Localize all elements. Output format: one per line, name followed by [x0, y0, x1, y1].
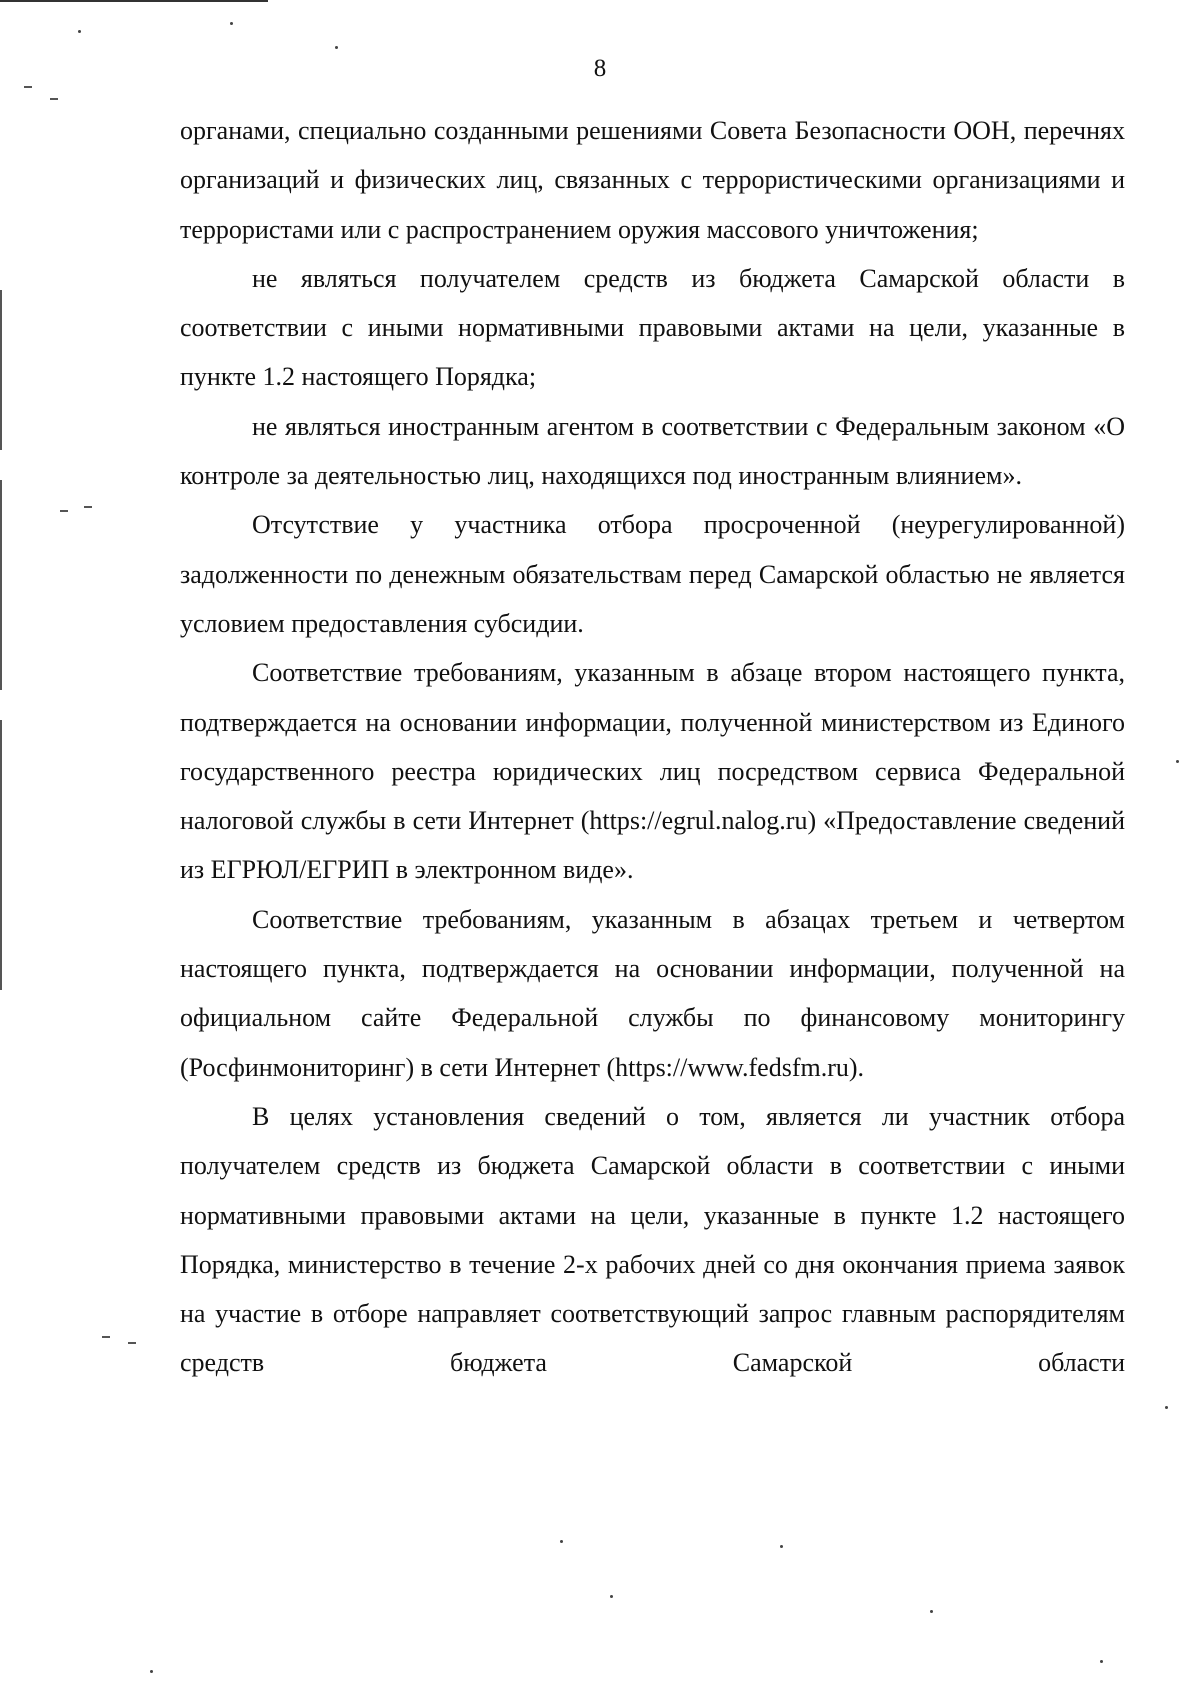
scan-speck — [610, 1595, 613, 1598]
scan-speck — [560, 1540, 563, 1543]
scan-speck — [150, 1670, 153, 1673]
scan-speck — [60, 510, 68, 512]
paragraph: не являться иностранным агентом в соответствии с Федеральным законом «О контроле за деятельностью лиц, находящихся под иностранным влиянием». — [180, 411, 1125, 491]
scan-artifact-left-edge — [0, 290, 2, 450]
scan-speck — [230, 22, 233, 25]
paragraph: Отсутствие у участника отбора просроченной (неурегулированной) задолженности по денежным обязательствам перед Самарской областью не является условием предоставления субсидии. — [180, 510, 1125, 638]
scan-speck — [84, 506, 92, 508]
scan-speck — [78, 30, 81, 33]
document-body — [180, 106, 1125, 1388]
paragraph: Соответствие требованиям, указанным в абзаце втором настоящего пункта, подтверждается на основании информации, полученной министерством из Единого государственного реестра юридических лиц посредством сервиса Федеральной налоговой службы в сети Интернет (https://egrul.nalog.ru) «Предоставление сведений из ЕГРЮЛ/ЕГРИП в электронном виде». — [180, 658, 1125, 885]
scan-speck — [1165, 1406, 1168, 1409]
scan-artifact-left-edge — [0, 720, 2, 990]
scan-speck — [1100, 1660, 1103, 1663]
paragraph: Соответствие требованиям, указанным в абзацах третьем и четвертом настоящего пункта, подтверждается на основании информации, полученной на официальном сайте Федеральной службы по финансовому мониторингу (Росфинмониторинг) в сети Интернет (https://www.fedsfm.ru). — [180, 904, 1125, 1082]
paragraph: органами, специально созданными решениями Совета Безопасности ООН, перечнях организаций и физических лиц, связанных с террористическими организациями и террористами или с распространением оружия массового уничтожения; — [180, 116, 1125, 244]
scan-speck — [102, 1336, 110, 1338]
scan-artifact-top-line — [0, 0, 268, 2]
scan-artifact-left-edge — [0, 480, 2, 690]
scan-speck — [24, 86, 32, 88]
scan-speck — [335, 46, 338, 49]
scan-speck — [780, 1545, 783, 1548]
scan-speck — [1176, 760, 1179, 763]
scan-speck — [930, 1610, 933, 1613]
scan-speck — [128, 1342, 136, 1344]
page-number: 8 — [593, 55, 607, 82]
paragraph: не являться получателем средств из бюджета Самарской области в соответствии с иными нормативными правовыми актами на цели, указанные в пункте 1.2 настоящего Порядка; — [180, 263, 1125, 392]
paragraph: В целях установления сведений о том, является ли участник отбора получателем средств из бюджета Самарской области в соответствии с иными нормативными правовыми актами на цели, указанные в пункте 1.2 настоящего Порядка, министерство в течение 2-х рабочих дней со дня окончания приема заявок на участие в отборе направляет соответствующий запрос главным распорядителям средств бюджета Самарской области — [180, 1101, 1125, 1378]
scan-speck — [50, 98, 58, 100]
